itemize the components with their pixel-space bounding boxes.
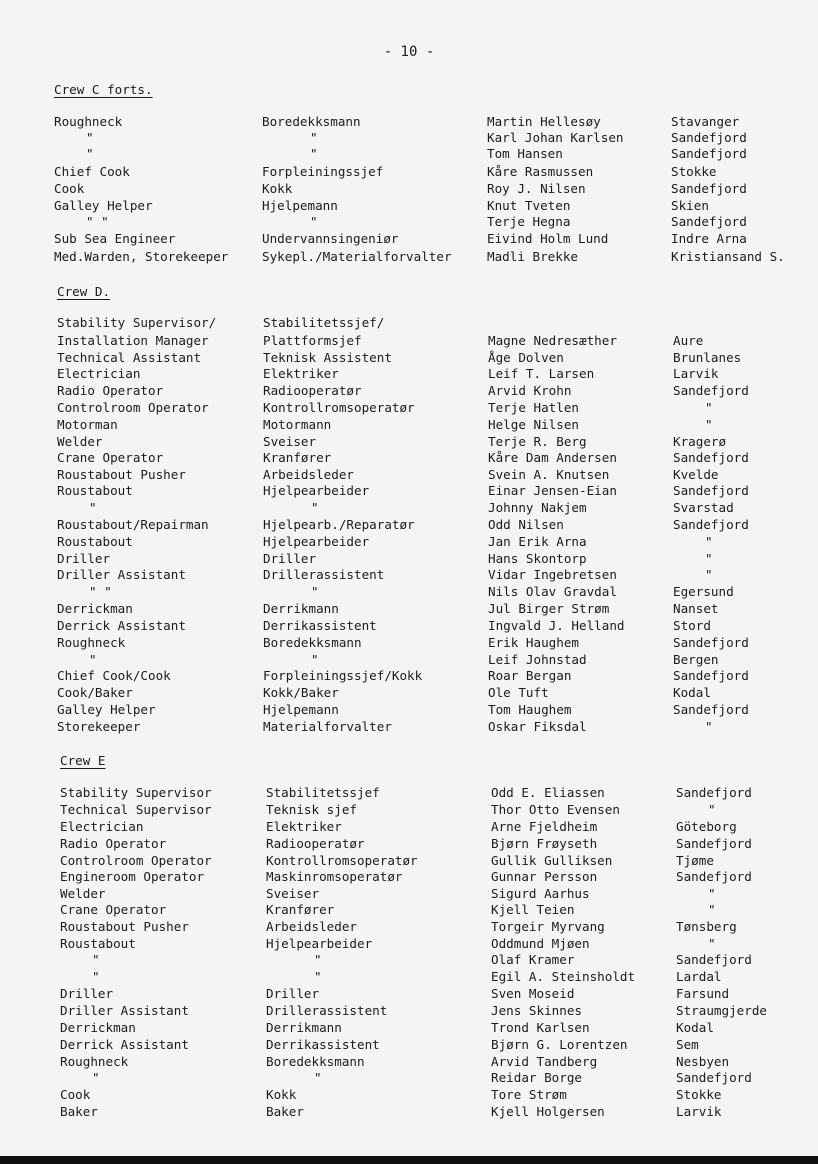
role-norwegian: Teknisk Assistent: [263, 350, 392, 365]
person-name: Roar Bergan: [488, 668, 572, 683]
role-english: Roughneck: [54, 114, 123, 129]
person-name: Tom Hansen: [487, 146, 563, 161]
section-heading: Crew C forts.: [54, 82, 153, 97]
person-name: Karl Johan Karlsen: [487, 130, 624, 145]
role-norwegian: Elektriker: [263, 366, 339, 381]
role-norwegian: Materialforvalter: [263, 719, 392, 734]
role-norwegian: Radiooperatør: [266, 836, 365, 851]
role-norwegian: Baker: [266, 1104, 304, 1119]
role-english: ": [89, 500, 97, 515]
person-name: Johnny Nakjem: [488, 500, 587, 515]
person-name: Tore Strøm: [491, 1087, 567, 1102]
role-english: ": [86, 130, 94, 145]
role-norwegian: Maskinromsoperatør: [266, 869, 403, 884]
role-norwegian: Boredekksmann: [266, 1054, 365, 1069]
role-norwegian: ": [314, 969, 322, 984]
person-name: Knut Tveten: [487, 198, 571, 213]
home-town: Göteborg: [676, 819, 737, 834]
role-english: Driller Assistant: [57, 567, 186, 582]
home-town: ": [708, 886, 716, 901]
home-town: Sandefjord: [671, 146, 747, 161]
role-english: Derrick Assistant: [57, 618, 186, 633]
home-town: Nesbyen: [676, 1054, 730, 1069]
person-name: Ole Tuft: [488, 685, 549, 700]
person-name: Odd E. Eliassen: [491, 785, 605, 800]
person-name: Kåre Dam Andersen: [488, 450, 617, 465]
role-english: " ": [86, 214, 109, 229]
role-norwegian: Elektriker: [266, 819, 342, 834]
role-english: Radio Operator: [57, 383, 164, 398]
role-norwegian: Teknisk sjef: [266, 802, 357, 817]
person-name: Eivind Holm Lund: [487, 231, 609, 246]
role-norwegian: Derrikmann: [266, 1020, 342, 1035]
person-name: Egil A. Steinsholdt: [491, 969, 636, 984]
home-town: Larvik: [676, 1104, 722, 1119]
person-name: Jens Skinnes: [491, 1003, 582, 1018]
person-name: Leif Johnstad: [488, 652, 587, 667]
role-english: Stability Supervisor/: [57, 315, 217, 330]
home-town: Straumgjerde: [676, 1003, 767, 1018]
home-town: Sandefjord: [671, 214, 747, 229]
home-town: Kristiansand S.: [671, 249, 785, 264]
role-norwegian: Forpleiningssjef/Kokk: [263, 668, 423, 683]
role-norwegian: Hjelpearbeider: [263, 483, 370, 498]
role-norwegian: Hjelpearbeider: [263, 534, 370, 549]
role-norwegian: ": [311, 584, 319, 599]
home-town: ": [705, 400, 713, 415]
role-english: Radio Operator: [60, 836, 167, 851]
role-norwegian: Boredekksmann: [263, 635, 362, 650]
role-norwegian: ": [310, 214, 318, 229]
home-town: ": [708, 902, 716, 917]
role-norwegian: ": [314, 1070, 322, 1085]
home-town: Kodal: [673, 685, 711, 700]
person-name: Terje Hatlen: [488, 400, 579, 415]
person-name: Kåre Rasmussen: [487, 164, 594, 179]
home-town: Tjøme: [676, 853, 714, 868]
role-english: ": [92, 1070, 100, 1085]
person-name: Kjell Teien: [491, 902, 575, 917]
person-name: Vidar Ingebretsen: [488, 567, 617, 582]
home-town: Sandefjord: [676, 785, 752, 800]
person-name: Svein A. Knutsen: [488, 467, 610, 482]
role-english: Electrician: [57, 366, 141, 381]
role-norwegian: Kranfører: [263, 450, 332, 465]
role-english: Derrick Assistant: [60, 1037, 189, 1052]
person-name: Hans Skontorp: [488, 551, 587, 566]
person-name: Jul Birger Strøm: [488, 601, 610, 616]
role-norwegian: Driller: [266, 986, 320, 1001]
person-name: Torgeir Myrvang: [491, 919, 605, 934]
person-name: Sven Moseid: [491, 986, 575, 1001]
role-english: Cook: [60, 1087, 91, 1102]
person-name: Terje R. Berg: [488, 434, 587, 449]
home-town: ": [705, 534, 713, 549]
person-name: Madli Brekke: [487, 249, 578, 264]
role-norwegian: Sveiser: [266, 886, 320, 901]
home-town: Kragerø: [673, 434, 727, 449]
scan-bottom-edge: [0, 1156, 818, 1164]
role-norwegian: Hjelpearbeider: [266, 936, 373, 951]
home-town: Sandefjord: [676, 869, 752, 884]
role-english: Electrician: [60, 819, 144, 834]
role-english: Stability Supervisor: [60, 785, 212, 800]
person-name: Thor Otto Evensen: [491, 802, 620, 817]
home-town: Larvik: [673, 366, 719, 381]
home-town: Indre Arna: [671, 231, 747, 246]
home-town: Nanset: [673, 601, 719, 616]
home-town: Sandefjord: [673, 517, 749, 532]
person-name: Arvid Krohn: [488, 383, 572, 398]
role-norwegian: Stabilitetssjef/: [263, 315, 385, 330]
role-english: Storekeeper: [57, 719, 141, 734]
person-name: Nils Olav Gravdal: [488, 584, 617, 599]
role-norwegian: Stabilitetssjef: [266, 785, 380, 800]
role-norwegian: ": [310, 130, 318, 145]
section-heading: Crew D.: [57, 284, 111, 299]
role-english: Driller: [60, 986, 114, 1001]
role-norwegian: Plattformsjef: [263, 333, 362, 348]
person-name: Oskar Fiksdal: [488, 719, 587, 734]
home-town: Kvelde: [673, 467, 719, 482]
home-town: Sandefjord: [673, 635, 749, 650]
home-town: Sem: [676, 1037, 699, 1052]
role-english: Cook/Baker: [57, 685, 133, 700]
role-norwegian: Kokk/Baker: [263, 685, 339, 700]
home-town: Lardal: [676, 969, 722, 984]
role-norwegian: Sveiser: [263, 434, 317, 449]
role-norwegian: Hjelpemann: [262, 198, 338, 213]
role-norwegian: Arbeidsleder: [263, 467, 354, 482]
person-name: Gunnar Persson: [491, 869, 598, 884]
role-norwegian: Kranfører: [266, 902, 335, 917]
role-english: Derrickman: [57, 601, 133, 616]
home-town: Farsund: [676, 986, 730, 1001]
role-norwegian: Forpleiningssjef: [262, 164, 384, 179]
role-norwegian: Motormann: [263, 417, 332, 432]
role-english: Sub Sea Engineer: [54, 231, 176, 246]
person-name: Martin Hellesøy: [487, 114, 601, 129]
role-english: Controlroom Operator: [57, 400, 209, 415]
role-english: Roughneck: [57, 635, 126, 650]
role-english: Med.Warden, Storekeeper: [54, 249, 229, 264]
role-norwegian: Radiooperatør: [263, 383, 362, 398]
person-name: Terje Hegna: [487, 214, 571, 229]
home-town: Sandefjord: [673, 450, 749, 465]
person-name: Helge Nilsen: [488, 417, 579, 432]
role-norwegian: Driller: [263, 551, 317, 566]
role-norwegian: Derrikmann: [263, 601, 339, 616]
person-name: Tom Haughem: [488, 702, 572, 717]
role-english: ": [89, 652, 97, 667]
role-english: Chief Cook/Cook: [57, 668, 171, 683]
home-town: ": [705, 719, 713, 734]
home-town: Sandefjord: [671, 130, 747, 145]
role-norwegian: Derrikassistent: [263, 618, 377, 633]
role-norwegian: ": [311, 652, 319, 667]
role-english: ": [92, 952, 100, 967]
role-english: Installation Manager: [57, 333, 209, 348]
role-norwegian: Derrikassistent: [266, 1037, 380, 1052]
person-name: Bjørn Frøyseth: [491, 836, 598, 851]
person-name: Oddmund Mjøen: [491, 936, 590, 951]
role-english: Roustabout: [60, 936, 136, 951]
person-name: Magne Nedresæther: [488, 333, 617, 348]
role-norwegian: Hjelpearb./Reparatør: [263, 517, 415, 532]
person-name: Åge Dolven: [488, 350, 564, 365]
role-english: Engineroom Operator: [60, 869, 205, 884]
person-name: Einar Jensen-Eian: [488, 483, 617, 498]
home-town: Sandefjord: [673, 383, 749, 398]
role-norwegian: Kokk: [262, 181, 293, 196]
home-town: Stokke: [671, 164, 717, 179]
person-name: Reidar Borge: [491, 1070, 582, 1085]
person-name: Olaf Kramer: [491, 952, 575, 967]
home-town: Kodal: [676, 1020, 714, 1035]
role-english: Driller: [57, 551, 111, 566]
role-norwegian: Kontrollromsoperatør: [263, 400, 415, 415]
role-english: Roustabout: [57, 534, 133, 549]
role-english: Roustabout Pusher: [60, 919, 189, 934]
home-town: Egersund: [673, 584, 734, 599]
home-town: Stord: [673, 618, 711, 633]
home-town: Stokke: [676, 1087, 722, 1102]
role-norwegian: Arbeidsleder: [266, 919, 357, 934]
page-number: - 10 -: [383, 44, 435, 60]
home-town: Sandefjord: [676, 952, 752, 967]
person-name: Roy J. Nilsen: [487, 181, 586, 196]
role-norwegian: Undervannsingeniør: [262, 231, 399, 246]
role-english: Roustabout/Repairman: [57, 517, 209, 532]
role-norwegian: Boredekksmann: [262, 114, 361, 129]
home-town: Bergen: [673, 652, 719, 667]
person-name: Gullik Gulliksen: [491, 853, 613, 868]
person-name: Odd Nilsen: [488, 517, 564, 532]
role-english: Crane Operator: [57, 450, 164, 465]
role-english: Crane Operator: [60, 902, 167, 917]
section-heading: Crew E: [60, 753, 106, 768]
role-english: Technical Supervisor: [60, 802, 212, 817]
home-town: ": [708, 802, 716, 817]
role-english: Technical Assistant: [57, 350, 202, 365]
home-town: Svarstad: [673, 500, 734, 515]
role-english: ": [86, 146, 94, 161]
home-town: Brunlanes: [673, 350, 742, 365]
role-english: Roughneck: [60, 1054, 129, 1069]
home-town: Sandefjord: [673, 483, 749, 498]
role-norwegian: Hjelpemann: [263, 702, 339, 717]
person-name: Trond Karlsen: [491, 1020, 590, 1035]
person-name: Kjell Holgersen: [491, 1104, 605, 1119]
role-norwegian: ": [310, 146, 318, 161]
role-english: Controlroom Operator: [60, 853, 212, 868]
role-english: Derrickman: [60, 1020, 136, 1035]
person-name: Erik Haughem: [488, 635, 579, 650]
role-english: Chief Cook: [54, 164, 130, 179]
home-town: Stavanger: [671, 114, 740, 129]
home-town: ": [705, 417, 713, 432]
home-town: Sandefjord: [673, 668, 749, 683]
person-name: Arvid Tandberg: [491, 1054, 598, 1069]
role-norwegian: ": [311, 500, 319, 515]
role-norwegian: Sykepl./Materialforvalter: [262, 249, 452, 264]
role-english: Motorman: [57, 417, 118, 432]
role-english: Welder: [57, 434, 103, 449]
home-town: Tønsberg: [676, 919, 737, 934]
role-norwegian: ": [314, 952, 322, 967]
home-town: ": [705, 567, 713, 582]
person-name: Arne Fjeldheim: [491, 819, 598, 834]
home-town: Sandefjord: [676, 1070, 752, 1085]
home-town: ": [705, 551, 713, 566]
home-town: Aure: [673, 333, 704, 348]
person-name: Sigurd Aarhus: [491, 886, 590, 901]
person-name: Bjørn G. Lorentzen: [491, 1037, 628, 1052]
role-english: " ": [89, 584, 112, 599]
home-town: Skien: [671, 198, 709, 213]
role-english: Roustabout: [57, 483, 133, 498]
person-name: Leif T. Larsen: [488, 366, 595, 381]
role-english: Roustabout Pusher: [57, 467, 186, 482]
role-norwegian: Kontrollromsoperatør: [266, 853, 418, 868]
role-english: Cook: [54, 181, 85, 196]
person-name: Ingvald J. Helland: [488, 618, 625, 633]
role-english: ": [92, 969, 100, 984]
role-english: Galley Helper: [57, 702, 156, 717]
person-name: Jan Erik Arna: [488, 534, 587, 549]
home-town: Sandefjord: [673, 702, 749, 717]
home-town: Sandefjord: [671, 181, 747, 196]
role-english: Galley Helper: [54, 198, 153, 213]
role-norwegian: Drillerassistent: [263, 567, 385, 582]
role-english: Welder: [60, 886, 106, 901]
role-norwegian: Kokk: [266, 1087, 297, 1102]
role-norwegian: Drillerassistent: [266, 1003, 388, 1018]
home-town: ": [708, 936, 716, 951]
role-english: Baker: [60, 1104, 98, 1119]
home-town: Sandefjord: [676, 836, 752, 851]
role-english: Driller Assistant: [60, 1003, 189, 1018]
